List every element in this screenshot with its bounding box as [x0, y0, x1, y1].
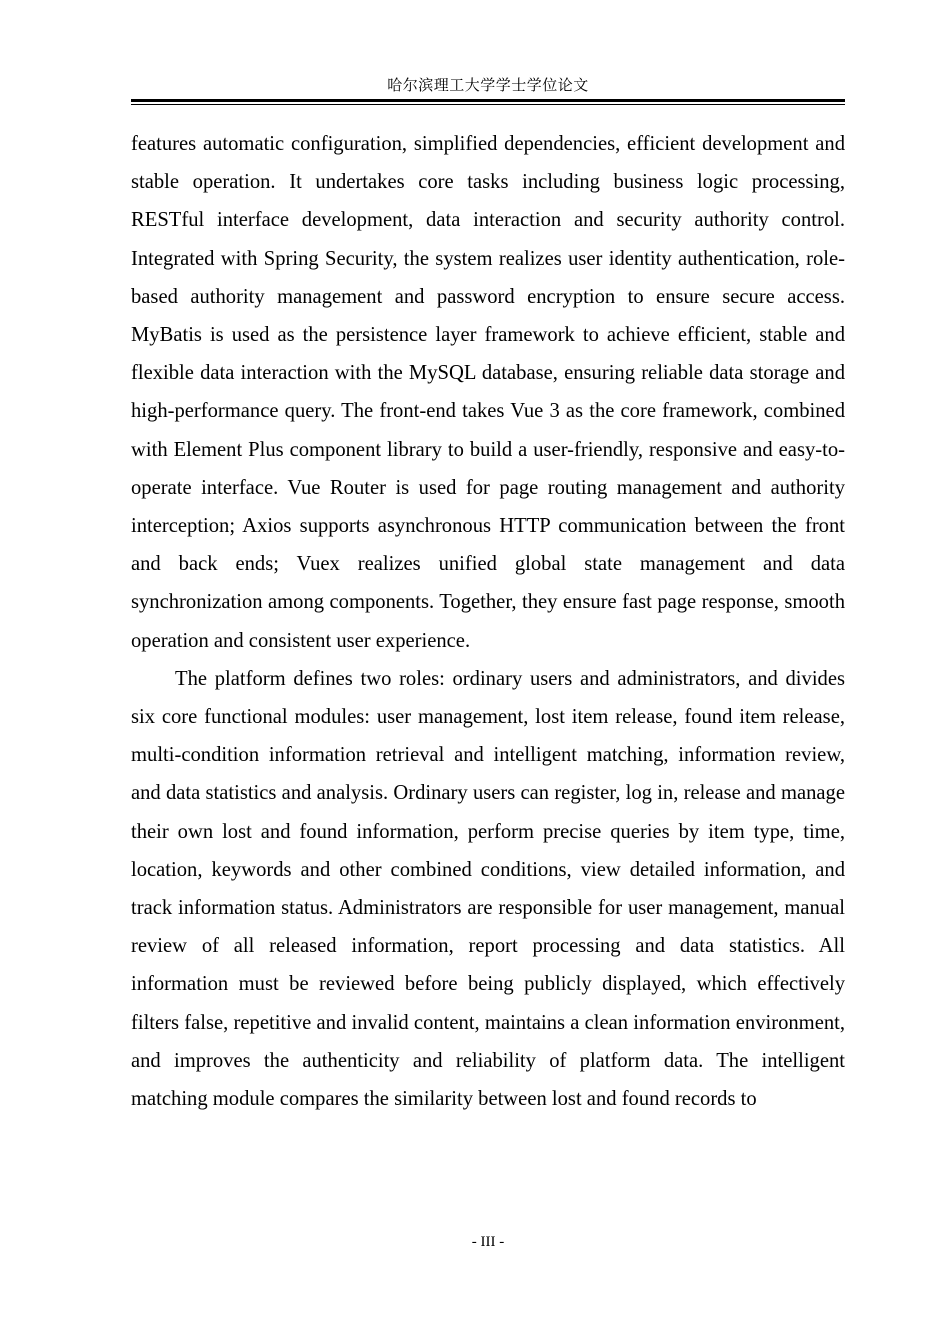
header-rule-thin	[131, 104, 845, 105]
paragraph-continuation: features automatic configuration, simplified dependencies, efficient development and stable operation. It undertakes core tasks including business logic processing, RESTful interface development, data interaction and security authority control. Integrated with Spring Security, the system realizes user identity authentication, role-based authority management and password encryption to ensure secure access. MyBatis is used as the persistence layer framework to achieve efficient, stable and flexible data interaction with the MySQL database, ensuring reliable data storage and high-performance query. The front-end takes Vue 3 as the core framework, combined with Element Plus component library to build a user-friendly, responsive and easy-to-operate interface. Vue Router is used for page routing management and authority interception; Axios supports asynchronous HTTP communication between the front and back ends; Vuex realizes unified global state management and data synchronization among components. Together, they ensure fast page response, smooth operation and consistent user experience.	[131, 133, 845, 652]
paragraph-roles-modules: The platform defines two roles: ordinary users and administrators, and divides six core functional modules: user management, lost item release, found item release, multi-condition information retrieval and intelligent matching, information review, and data statistics and analysis. Ordinary users can register, log in, release and manage their own lost and found information, perform precise queries by item type, time, location, keywords and other combined conditions, view detailed information, and track information status. Administrators are responsible for user management, manual review of all released information, report processing and data statistics. All information must be reviewed before being publicly displayed, which effectively filters false, repetitive and invalid content, maintains a clean information environment, and improves the authenticity and reliability of platform data. The intelligent matching module compares the similarity between lost and found records to	[131, 667, 845, 1111]
header-rule	[131, 99, 845, 102]
page-number: - III -	[471, 1234, 505, 1250]
running-header: 哈尔滨理工大学学士学位论文	[387, 78, 589, 94]
body-text	[131, 125, 845, 1118]
